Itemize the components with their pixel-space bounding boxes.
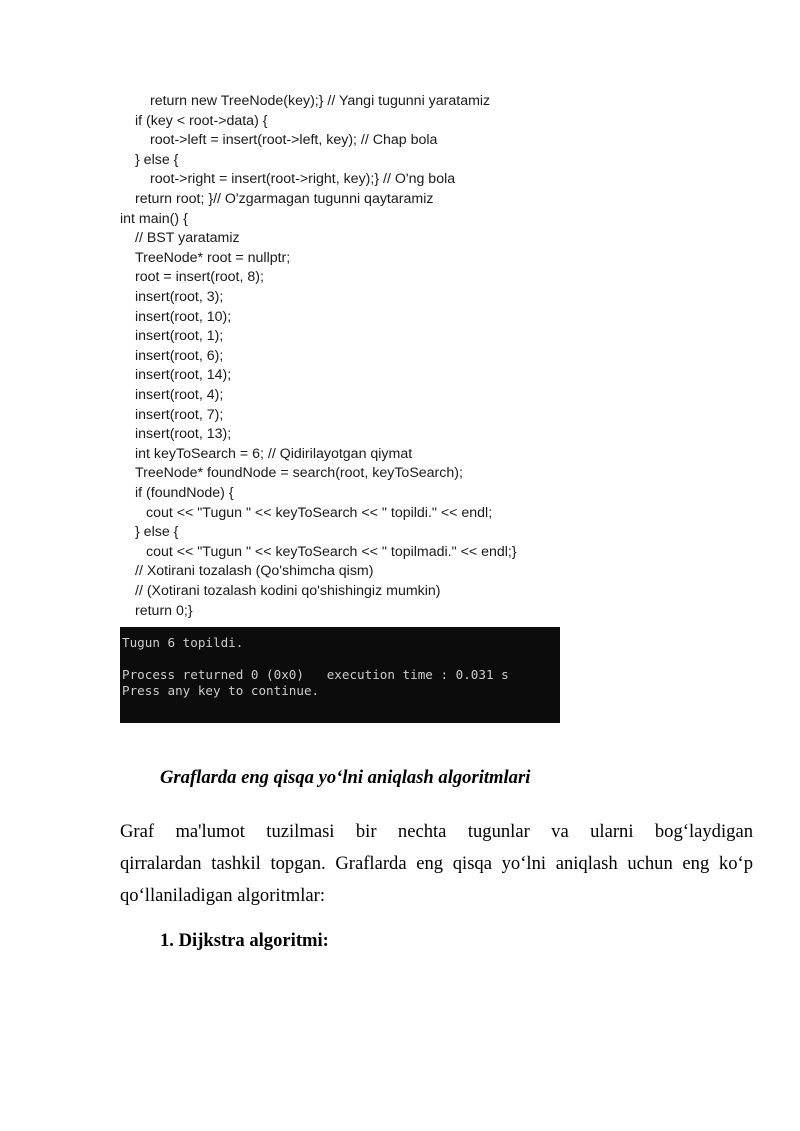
console-line: Press any key to continue. (122, 683, 320, 698)
code-line: } else { (135, 524, 179, 541)
code-line: if (foundNode) { (135, 485, 234, 501)
code-line: return 0;} (135, 602, 193, 619)
section-heading: Graflarda eng qisqa yo‘lni aniqlash algoritmlari (160, 767, 531, 788)
code-line: insert(root, 13); (135, 426, 232, 443)
code-line: insert(root, 7); (135, 406, 224, 423)
subsection-heading: 1. Dijkstra algoritmi: (160, 930, 329, 951)
code-line: root->left = insert(root->left, key); // Chap bola (150, 132, 438, 149)
console-output-screenshot (120, 627, 560, 723)
code-line: // Xotirani tozalash (Qo'shimcha qism) (135, 563, 374, 580)
code-line: return new TreeNode(key);} // Yangi tugunni yaratamiz (150, 93, 491, 109)
code-line: insert(root, 4); (135, 387, 224, 403)
code-line: TreeNode* root = nullptr; (135, 249, 291, 266)
console-line: Tugun 6 topildi. (122, 635, 244, 650)
code-line: if (key < root->data) { (135, 112, 268, 129)
code-line: // BST yaratamiz (135, 230, 240, 247)
code-line: insert(root, 10); (135, 308, 232, 325)
code-line: cout << "Tugun " << keyToSearch << " topildi." << endl; (146, 504, 493, 521)
console-line: Process returned 0 (0x0) execution time : 0.031 s (122, 667, 509, 682)
code-line: insert(root, 14); (135, 367, 232, 384)
paragraph-line: Graf ma'lumot tuzilmasi bir nechta tugunlar va ularni bog‘laydigan (120, 821, 753, 842)
code-line: root = insert(root, 8); (135, 269, 264, 286)
code-line: TreeNode* foundNode = search(root, keyToSearch); (135, 465, 463, 482)
paragraph-line: qirralardan tashkil topgan. Graflarda eng qisqa yo‘lni aniqlash uchun eng ko‘p (120, 853, 753, 874)
code-line: insert(root, 6); (135, 347, 224, 364)
paragraph-line: qo‘llaniladigan algoritmlar: (120, 885, 325, 906)
code-line: return root; }// O'zgarmagan tugunni qaytaramiz (135, 191, 434, 207)
code-line: root->right = insert(root->right, key);} // O'ng bola (150, 171, 456, 188)
code-line: insert(root, 3); (135, 289, 224, 305)
code-line: int main() { (120, 210, 188, 227)
code-line: } else { (135, 151, 179, 168)
code-line: cout << "Tugun " << keyToSearch << " topilmadi." << endl;} (146, 543, 517, 560)
code-line: // (Xotirani tozalash kodini qo'shishingiz mumkin) (135, 583, 441, 599)
code-line: int keyToSearch = 6; // Qidirilayotgan qiymat (135, 445, 413, 462)
code-line: insert(root, 1); (135, 328, 224, 345)
